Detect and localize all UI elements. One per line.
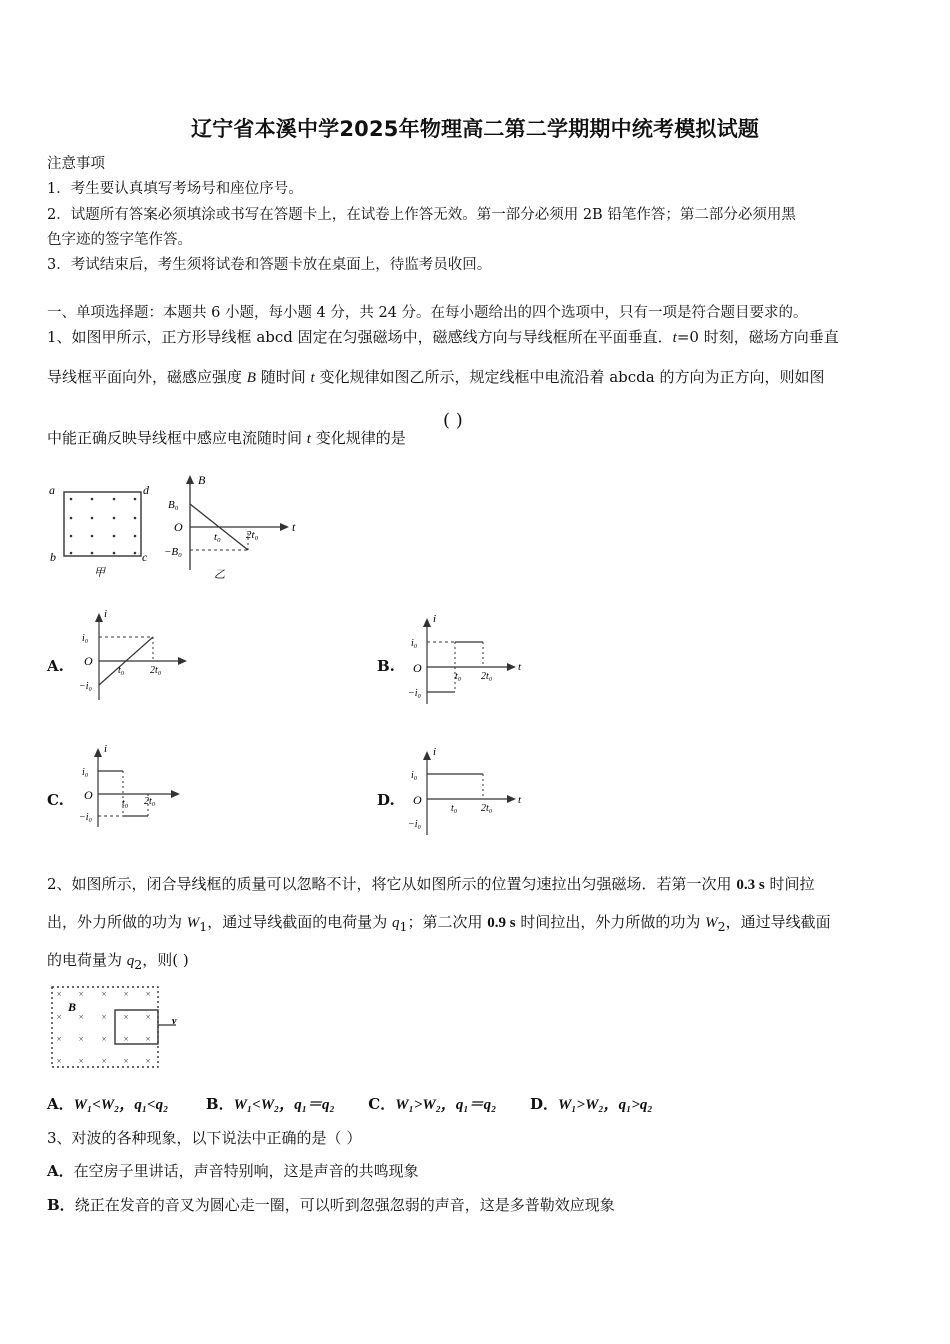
q2-option-a[interactable] [47,1095,168,1113]
value-0.3s: 0.3 s [736,877,765,893]
field-dots [70,498,137,555]
svg-text:×: × [78,1034,85,1044]
notice-item-3: 3．考试结束后，考生须将试卷和答题卡放在桌面上，待监考员收回。 [47,257,492,273]
svg-text:×: × [101,989,108,999]
text: 随时间 [255,368,311,386]
tick-neg-i0: −i₀ [79,812,93,823]
svg-text:×: × [145,1056,152,1066]
svg-text:×: × [78,1012,85,1022]
axis-i: i [433,746,437,758]
text: ；第二次用 [407,913,488,931]
label: A． [47,1095,74,1113]
q2-options [47,1093,653,1114]
tick-2t0: 2t₀ [481,671,493,682]
figure-jia [44,480,159,580]
tick-2t0: 2t₀ [481,803,493,814]
text: ，则( ) [142,951,189,969]
q1-stem-line3 [47,427,406,448]
axis-t: t [518,661,522,673]
tick-t0: t₀ [122,798,129,809]
q1-stem-line1 [47,326,839,347]
svg-text:×: × [123,1056,130,1066]
sub: 1 [199,919,208,934]
notice-item-2-cont: 色字迹的签字笔作答。 [47,232,192,248]
svg-text:×: × [123,1034,130,1044]
svg-text:×: × [78,989,85,999]
label: B． [47,1196,75,1214]
corner-a: a [49,483,55,497]
q1-option-b-graph [407,612,527,707]
section-heading: 一、单项选择题：本题共 6 小题，每小题 4 分，共 24 分。在每小题给出的四个选项中，只有一项是符合题目要求的。 [47,305,808,321]
label: A． [47,1162,74,1180]
svg-text:×: × [56,1034,63,1044]
var-W: W [186,915,200,931]
axis-t: t [518,794,522,806]
q1-option-a-label[interactable]: A. [47,657,64,675]
origin: O [413,661,422,675]
svg-text:×: × [101,1056,108,1066]
q2-option-d[interactable] [530,1095,653,1113]
notice-item-2: 2．试题所有答案必须填涂或书写在答题卡上，在试卷上作答无效。第一部分必须用 2B 铅笔作答；第二部分必须用黑 [47,207,796,223]
tick-2t0: 2t₀ [150,665,162,676]
page-title: 辽宁省本溪中学2025年物理高二第二学期期中统考模拟试题 [190,117,760,141]
q1-option-d-graph [407,745,527,837]
text: W₁<W₂，q₁<q₂ [73,1097,169,1113]
q3-stem: 3、对波的各种现象，以下说法中正确的是（ ） [47,1129,362,1147]
var-t: t [672,330,677,346]
tick-t0: t₀ [214,531,221,543]
text: 变化规律的是 [310,429,406,447]
text: 1、如图甲所示，正方形导线框 abcd 固定在匀强磁场中，磁感线方向与导线框所在平面垂直． [47,328,673,346]
tick-i0: i₀ [411,638,418,649]
label: B． [205,1095,234,1113]
text: ，通过导线截面的电荷量为 [207,913,393,931]
q2-option-c[interactable] [368,1095,496,1113]
notice-item-1: 1．考生要认真填写考场号和座位序号。 [47,181,303,197]
q2-stem-line2 [47,911,831,934]
axis-i: i [104,608,108,620]
var-q: q [392,915,400,931]
caption: 甲 [94,567,105,579]
q1-option-d-label[interactable]: D. [377,791,395,809]
svg-text:×: × [123,1012,130,1022]
corner-b: b [50,550,56,564]
tick-neg-i0: −i₀ [408,688,422,699]
text: 时间拉出，外力所做的功为 [515,913,706,931]
svg-text:×: × [123,989,130,999]
q2-option-b[interactable] [206,1095,335,1113]
text: W₁>W₂，q₁＝q₂ [395,1097,497,1113]
text: 出，外力所做的功为 [47,913,187,931]
svg-text:×: × [145,989,152,999]
svg-text:×: × [56,1056,63,1066]
svg-text:×: × [145,1012,152,1022]
axis-i: i [104,743,108,755]
text: 的电荷量为 [47,951,127,969]
var-q: q [126,953,135,969]
q3-option-b[interactable] [47,1194,615,1215]
origin: O [84,654,93,668]
text: 导线框平面向外，磁感应强度 [47,368,247,386]
q1-option-b-label[interactable]: B. [377,657,395,675]
sub: 2 [134,957,143,972]
field-label-B: B [68,1000,77,1014]
figure-yi [160,470,300,585]
tick-i0: i₀ [82,767,89,778]
var-t: t [310,370,315,386]
axis-B: B [198,473,206,487]
svg-text:×: × [78,1056,85,1066]
tick-t0: t₀ [451,803,458,814]
notice-heading: 注意事项 [47,156,105,172]
label: D． [529,1095,558,1113]
text: ，通过导线截面 [725,913,831,931]
text: W₁<W₂，q₁＝q₂ [233,1097,335,1113]
axis-t: t [292,520,296,534]
value-0.9s: 0.9 s [487,915,516,931]
svg-text:×: × [101,1012,108,1022]
q3-option-a[interactable] [47,1160,419,1181]
axis-i: i [433,613,437,625]
sub: 2 [717,919,726,934]
corner-d: d [143,483,149,497]
velocity-label-v: v [172,1016,177,1027]
corner-c: c [142,550,148,564]
q1-option-c-label[interactable]: C. [47,791,64,809]
origin: O [413,793,422,807]
svg-text:×: × [56,989,63,999]
tick-neg-i0: −i₀ [79,681,93,692]
q2-stem-line3 [47,949,189,972]
q1-stem-line2 [47,366,824,387]
tick-2t0: 2t₀ [246,529,259,541]
q1-option-a-graph [78,605,193,705]
svg-text:×: × [145,1034,152,1044]
tick-t0: t₀ [118,665,125,676]
text: 变化规律如图乙所示，规定线框中电流沿着 abcda 的方向为正方向，则如图 [314,368,825,386]
svg-text:×: × [56,1012,63,1022]
tick-t0: t₀ [455,671,462,682]
text: 中能正确反映导线框中感应电流随时间 [47,429,307,447]
q2-field-figure [48,984,188,1074]
tick-B0: B₀ [168,499,179,511]
tick-i0: i₀ [411,770,418,781]
text: =0 时刻，磁场方向垂直 [676,328,839,346]
text: W₁>W₂，q₁>q₂ [557,1097,653,1113]
sub: 1 [399,919,408,934]
text: 绕正在发音的音叉为圆心走一圈，可以听到忽强忽弱的声音，这是多普勒效应现象 [74,1196,615,1214]
tick-i0: i₀ [82,633,89,644]
answer-bracket: ( ) [443,410,463,431]
text: 2、如图所示，闭合导线框的质量可以忽略不计，将它从如图所示的位置匀速拉出匀强磁场．若第一次用 [47,875,737,893]
tick-negB0: −B₀ [164,546,182,558]
q2-stem-line1 [47,873,814,894]
text: 在空房子里讲话，声音特别响，这是声音的共鸣现象 [73,1162,419,1180]
tick-2t0: 2t₀ [144,796,156,807]
var-t: t [306,431,311,447]
tick-neg-i0: −i₀ [408,819,422,830]
caption: 乙 [214,569,225,581]
label: C． [368,1095,396,1113]
q1-option-c-graph [78,742,188,832]
text: 时间拉 [764,875,815,893]
svg-text:×: × [101,1034,108,1044]
var-W: W [705,915,718,931]
origin: O [174,520,183,534]
origin: O [84,788,93,802]
var-B: B [246,370,256,386]
